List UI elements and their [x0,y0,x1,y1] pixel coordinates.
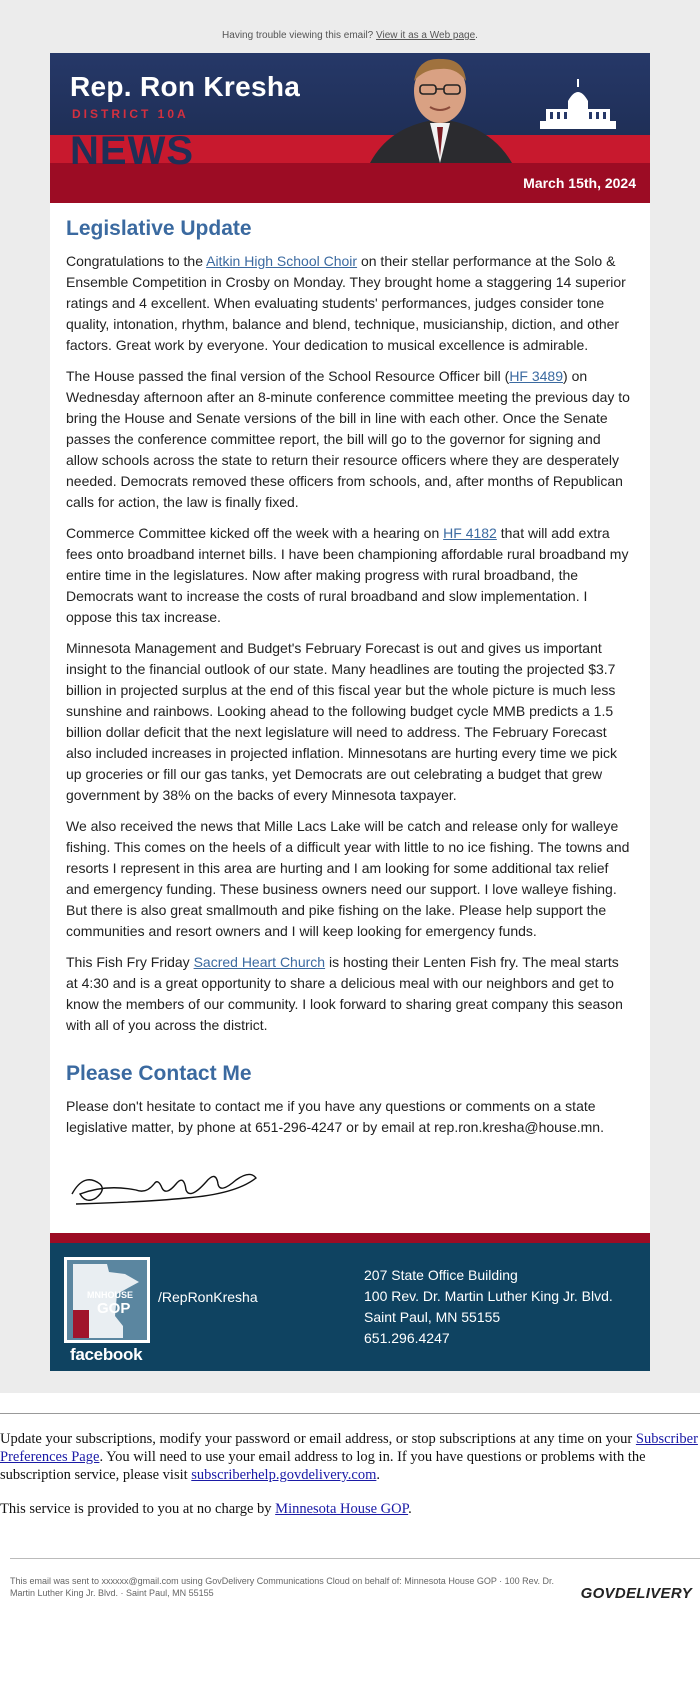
news-label: NEWS [70,129,194,173]
subscriber-preferences-link[interactable]: Subscriber Preferences Page [0,1431,698,1465]
fine-print [10,1558,700,1618]
legislative-update-heading: Legislative Update [66,217,252,240]
mnhouse-gop-logo[interactable]: MNHOUSE GOP [64,1257,150,1343]
minnesota-house-gop-link[interactable]: Minnesota House GOP [275,1501,409,1517]
hf-4182-link[interactable]: HF 4182 [443,525,497,541]
paragraph-mille-lacs: We also received the news that Mille Lacs Lake will be catch and release only for walleye fishing. This comes on the heels of a difficult year with little to no ice fishing. The towns and resorts I represent in this area are hurting and I am looking for some additional tax relief and emergency funding. These business owners need our support. I love walleye fishing. But there is also great smallmouth and pike fishing on the lake. Please help support the communities and resort owners and I will keep looking for emergency funds. [66,818,630,939]
paragraph-broadband: Commerce Committee kicked off the week with a hearing on HF 4182 that will add extra fees onto broadband internet bills. I have been championing affordable rural broadband my entire time in the legislatures. Now after making progress with rural broadband, the Democrats want to increase the costs of rural broadband and slow implementation. I oppose this tax increase. [66,525,629,625]
subscription-info [0,1393,700,1518]
hf-3489-link[interactable]: HF 3489 [509,368,564,384]
rep-name: Rep. Ron Kresha [70,71,301,102]
facebook-handle-link[interactable]: /RepRonKresha [158,1289,258,1305]
preheader: Having trouble viewing this email? View it as a Web page. [222,30,478,41]
subscription-text: Update your subscriptions, modify your password or email address, or stop subscriptions at any time on your Subscriber Preferences Page. You will need to use your email address to log in. If you have questions or problems with the subscription service, please visit subscriberhelp.govdelivery.com. [0,1431,698,1483]
portrait-image [360,53,520,163]
paragraph-sro-bill: The House passed the final version of the School Resource Officer bill (HF 3489) on Wednesday afternoon after an 8-minute conference committee meeting the previous day to bring the House and Senate versions of the bill in line with each other. Once the Senate passes the conference committee report, the bill will go to the governor for signing and allow schools across the state to return their resource officers where they are desperately needed. Democrats removed these officers from schools, and, after months of Republican calls for action, the law is finally fixed. [66,368,630,510]
footer-panel [50,1243,650,1371]
view-as-web-page-link[interactable]: View it as a Web page [376,30,476,41]
email-card [50,53,650,1371]
subscriber-help-link[interactable]: subscriberhelp.govdelivery.com [191,1467,377,1483]
header-banner [50,53,650,203]
issue-date: March 15th, 2024 [523,175,636,191]
district-label: DISTRICT 10A [72,107,189,121]
govdelivery-logo[interactable]: GOVDELIVERY [580,1585,692,1602]
contact-heading: Please Contact Me [66,1062,252,1085]
paragraph-forecast: Minnesota Management and Budget's February Forecast is out and gives us important insight to the financial outlook of our state. Many headlines are touting the projected $3.7 billion in projected surplus at the end of this fiscal year but the whole picture is much less sunshine and rainbows. Looking ahead to the following budget cycle MMB predicts a 1.5 billion dollar deficit that the next legislature will need to address. The February Forecast also included increases in projected inflation. Minnesotans are hurting every time we pick up groceries or fill our gas tanks, yet Democrats are out celebrating a budget that grew government by 38% on the backs of every Minnesota taxpayer. [66,640,617,803]
capitol-icon [538,77,618,133]
sacred-heart-link[interactable]: Sacred Heart Church [193,954,326,970]
contact-text: Please don't hesitate to contact me if you have any questions or comments on a state legislative matter, by phone at 651-296-4247 or by email at rep.ron.kresha@house.mn. [66,1098,604,1135]
fine-print-text: This email was sent to xxxxxx@gmail.com using GovDelivery Communications Cloud on behalf of: Minnesota House GOP · 100 Rev. Dr. Martin Luther King Jr. Blvd. · Saint Paul, MN 55155 [10,1576,555,1598]
content-area [50,203,650,1223]
service-provider-text: This service is provided to you at no charge by Minnesota House GOP. [0,1501,412,1517]
signature-image [66,1154,266,1214]
paragraph-choir: Congratulations to the Aitkin High School Choir on their stellar performance at the Solo & Ensemble Competition in Crosby on Monday. They brought home a staggering 14 superior ratings and 4 excellent. When evaluating students' performances, judges consider tone quality, intonation, rhythm, balance and blend, technique, musicianship, diction, and other factors. Great work by everyone. Your dedication to musical excellence is admirable. [66,253,626,353]
aitkin-choir-link[interactable]: Aitkin High School Choir [206,253,358,269]
paragraph-fish-fry: This Fish Fry Friday Sacred Heart Church is hosting their Lenten Fish fry. The meal starts at 4:30 and is a great opportunity to share a delicious meal with our neighbors and get to know the members of our community. I look forward to sharing great company this season with all of you across the district. [66,954,623,1033]
footer-accent-bar [50,1233,650,1243]
facebook-label: facebook [70,1345,143,1364]
office-address: 207 State Office Building 100 Rev. Dr. Martin Luther King Jr. Blvd. Saint Paul, MN 55155 651.296.4247 [364,1267,613,1346]
